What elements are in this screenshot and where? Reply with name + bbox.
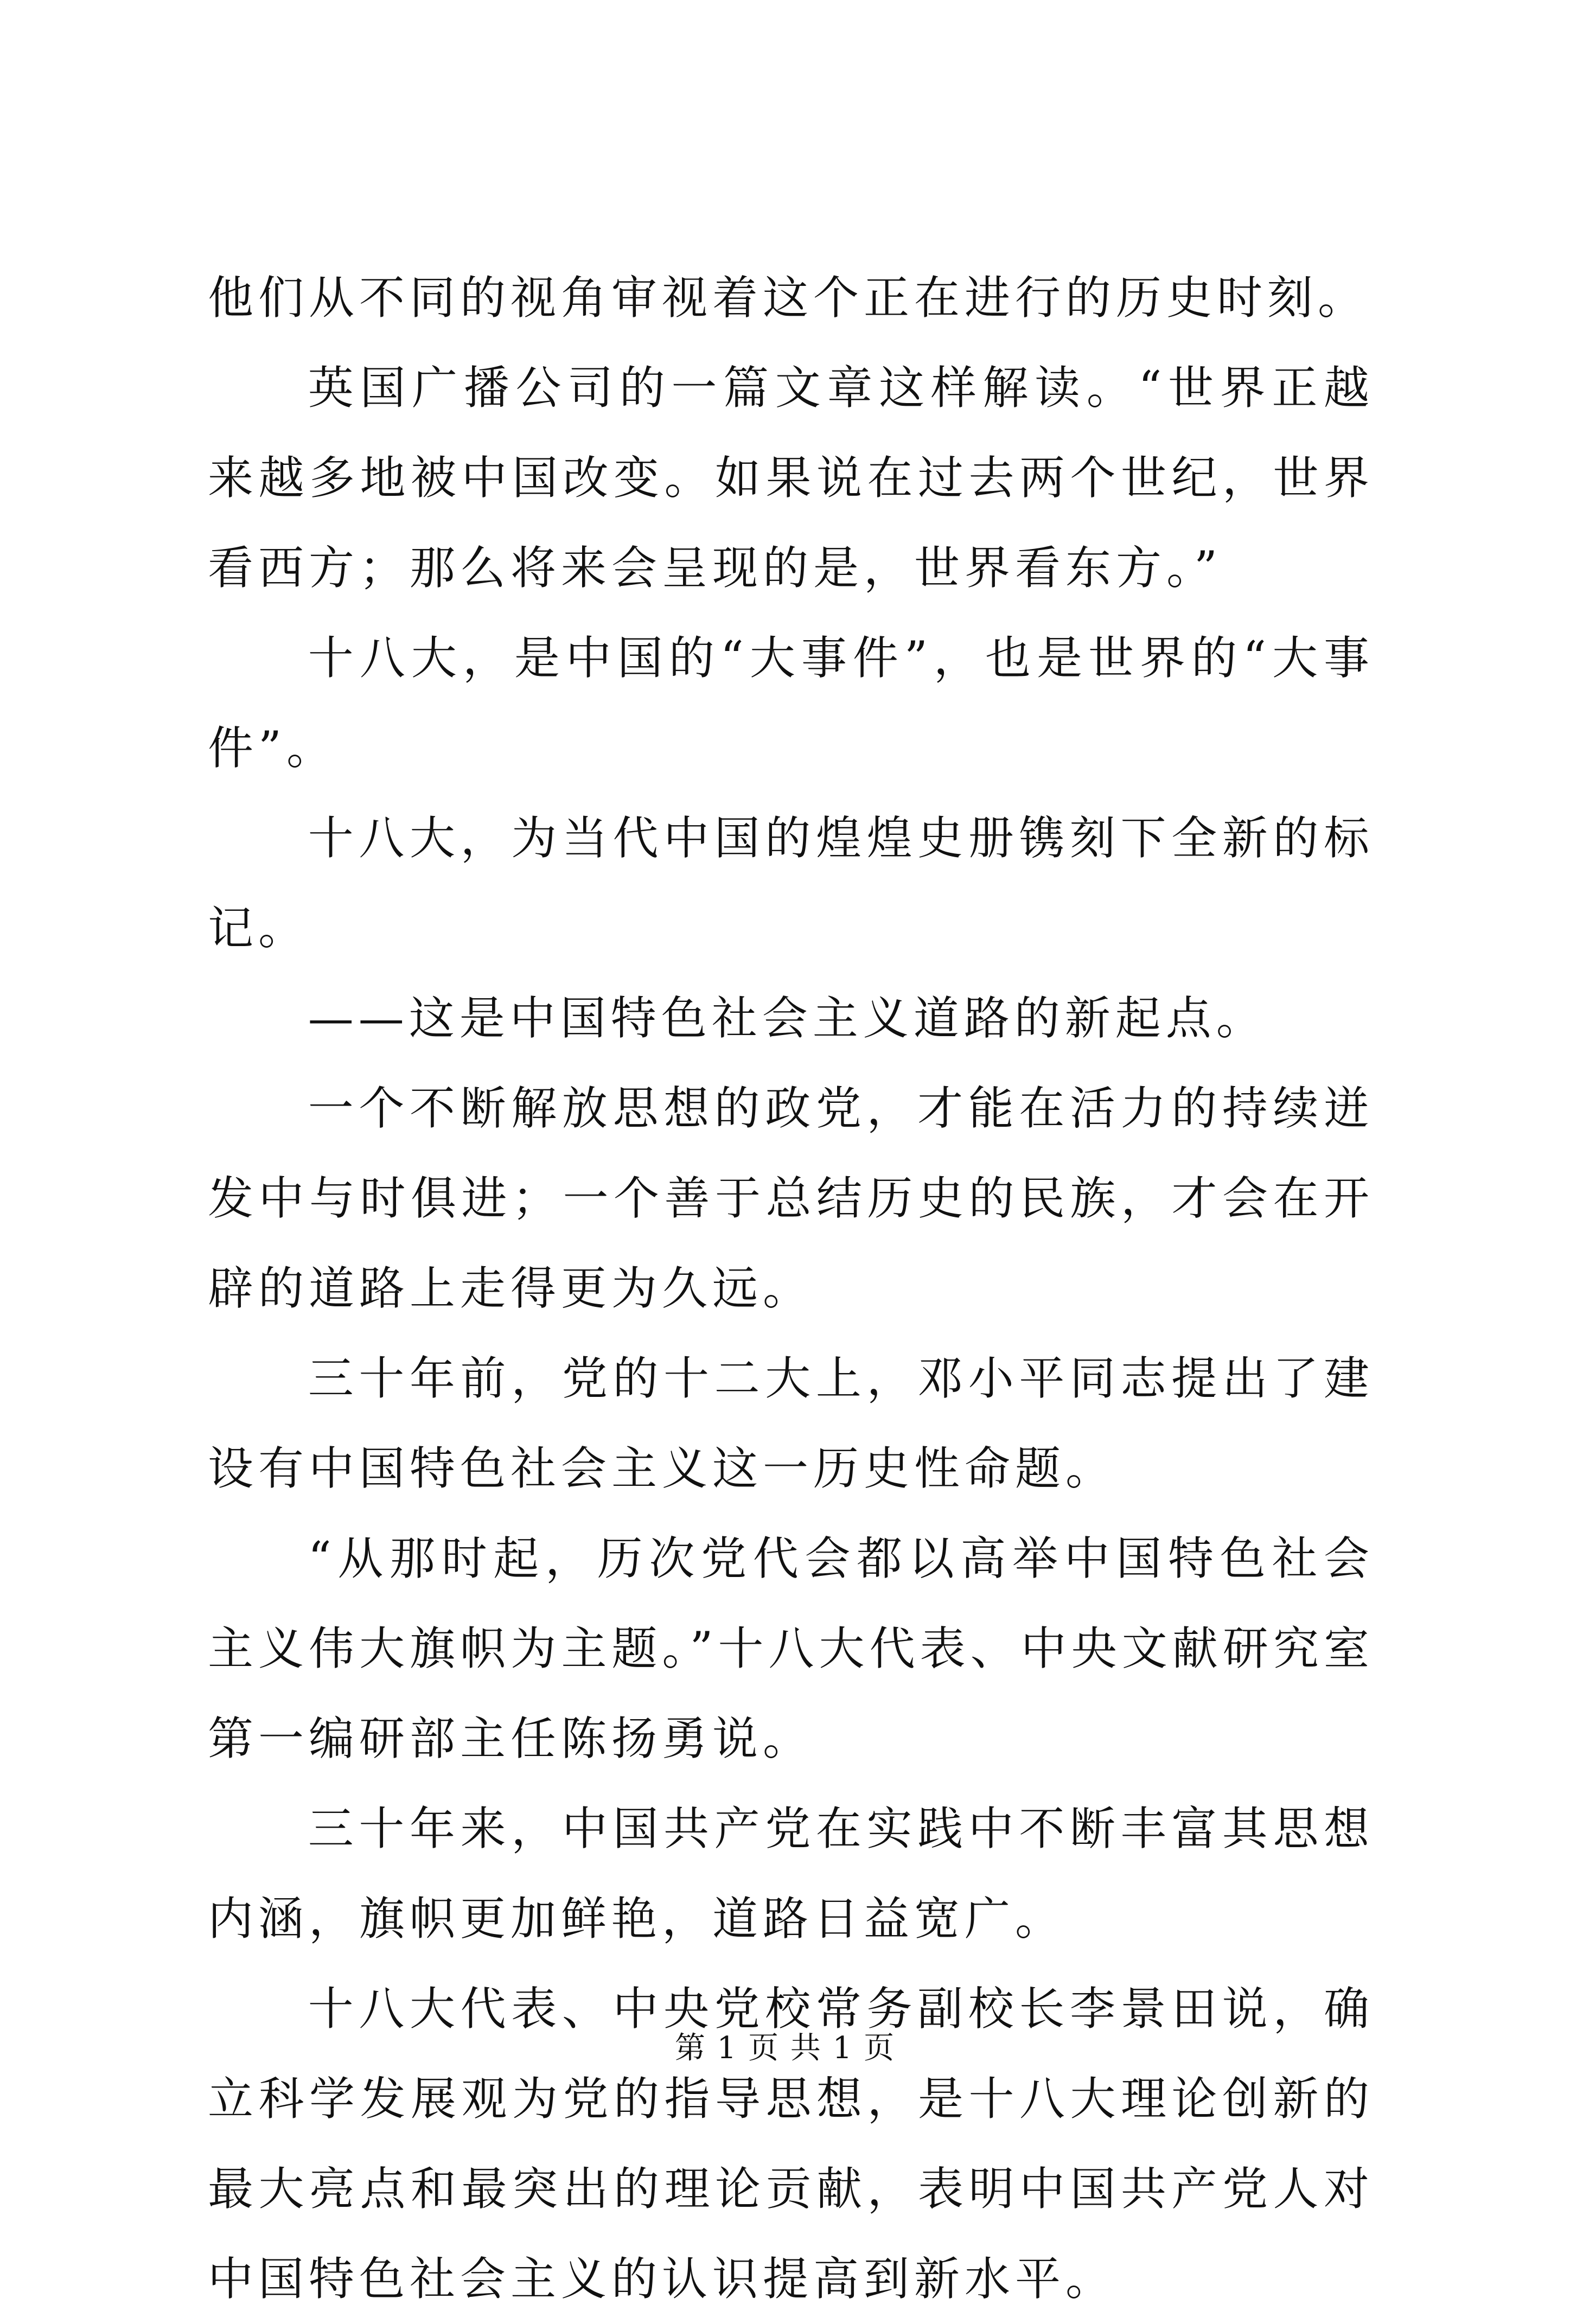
paragraph: 三十年前，党的十二大上，邓小平同志提出了建设有中国特色社会主义这一历史性命题。: [208, 1352, 1374, 1495]
paragraph: ——这是中国特色社会主义道路的新起点。: [308, 992, 1267, 1045]
paragraph: 十八大，是中国的“大事件”，也是世界的“大事件”。: [208, 631, 1374, 775]
paragraph: 三十年来，中国共产党在实践中不断丰富其思想内涵，旗帜更加鲜艳，道路日益宽广。: [208, 1802, 1374, 1945]
paragraph: “从那时起，历次党代会都以高举中国特色社会主义伟大旗帜为主题。”十八大代表、中央文献研究室第一编研部主任陈扬勇说。: [208, 1532, 1374, 1765]
paragraph: 他们从不同的视角审视着这个正在进行的历史时刻。: [208, 271, 1369, 324]
paragraph: 一个不断解放思想的政党，才能在活力的持续迸发中与时俱进；一个善于总结历史的民族，才会在开辟的道路上走得更为久远。: [208, 1082, 1374, 1315]
paragraph: 十八大，为当代中国的煌煌史册镌刻下全新的标记。: [208, 812, 1374, 955]
document-body: [208, 253, 1374, 2324]
paragraph: 英国广播公司的一篇文章这样解读。“世界正越来越多地被中国改变。如果说在过去两个世纪，世界看西方；那么将来会呈现的是，世界看东方。”: [208, 361, 1374, 595]
paragraph: 十八大代表、中央党校常务副校长李景田说，确立科学发展观为党的指导思想，是十八大理论创新的最大亮点和最突出的理论贡献，表明中国共产党人对中国特色社会主义的认识提高到新水平。: [208, 1982, 1374, 2306]
page-footer: 第 1 页 共 1 页: [674, 2031, 896, 2066]
